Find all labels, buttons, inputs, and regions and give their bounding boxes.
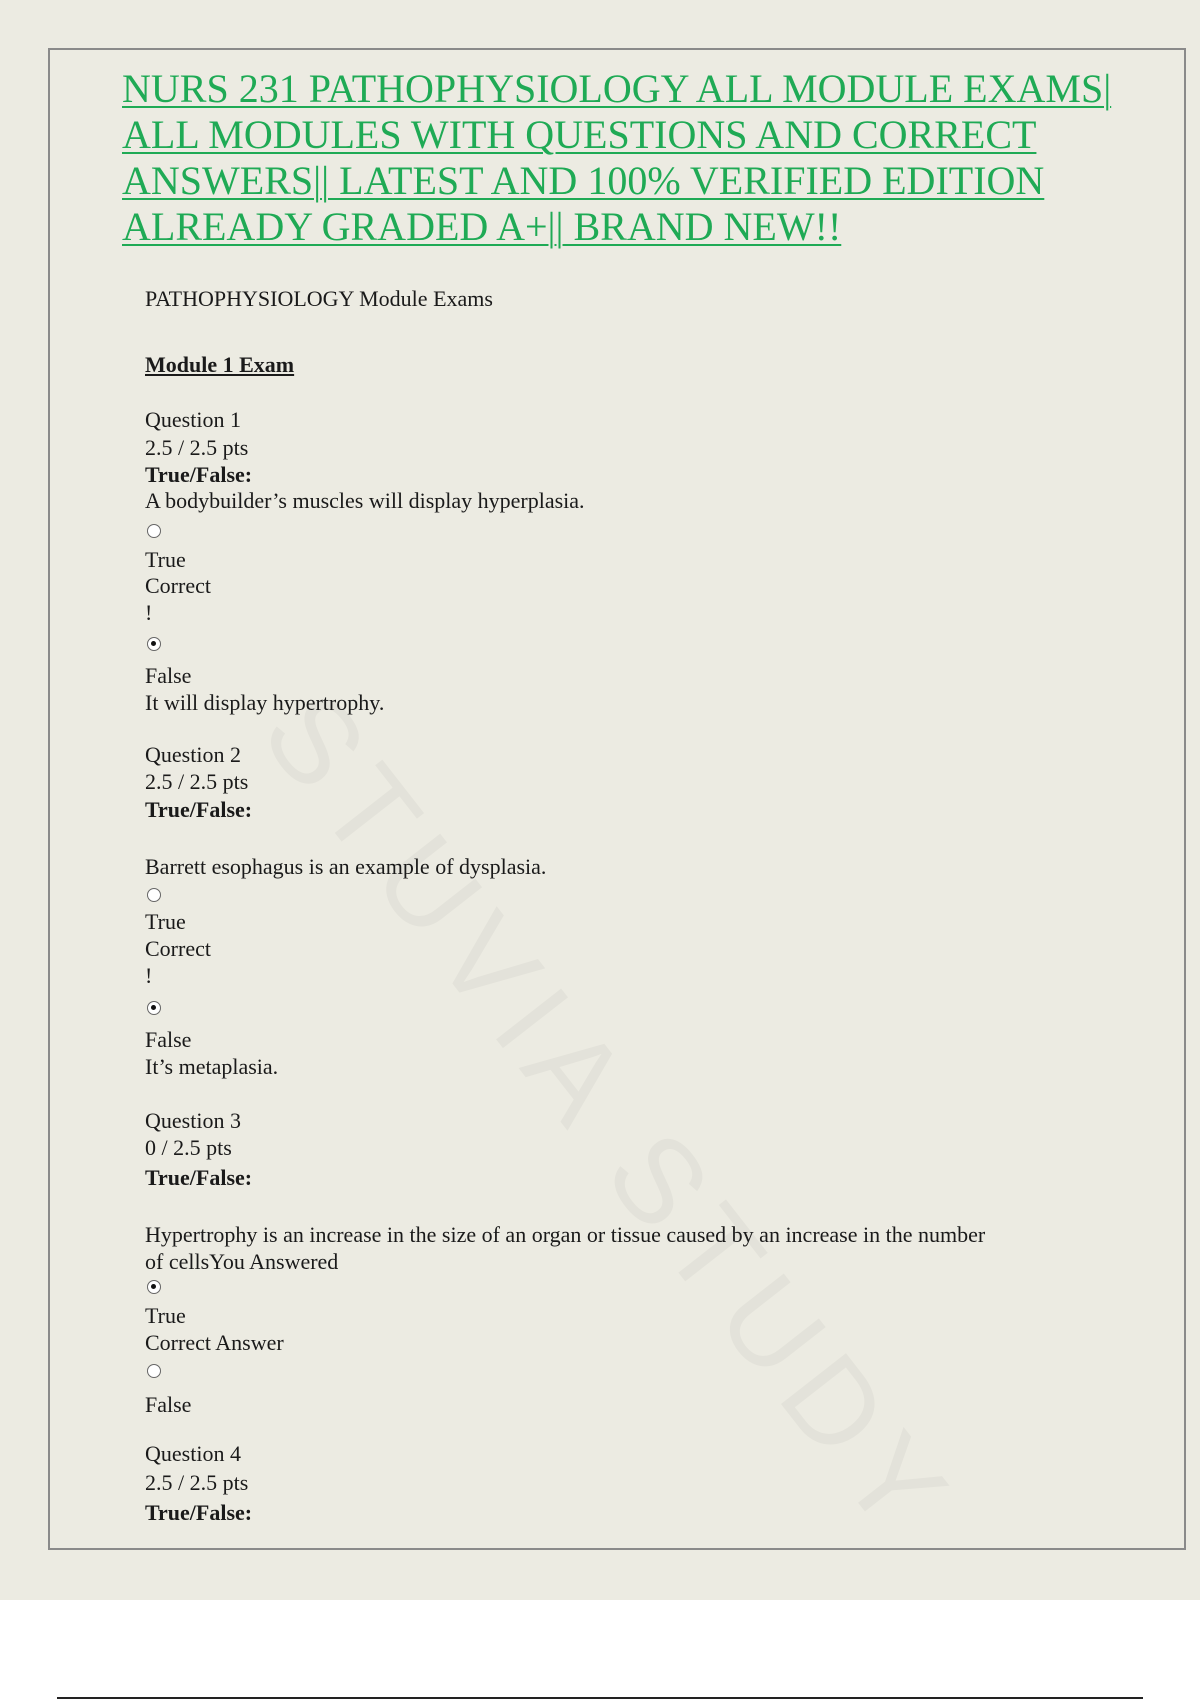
title-line: ANSWERS|| LATEST AND 100% VERIFIED EDITION (122, 158, 1045, 203)
question-type: True/False: (145, 1500, 253, 1525)
question-type: True/False: (145, 462, 253, 487)
radio-true[interactable] (147, 524, 161, 538)
question-text: A bodybuilder’s muscles will display hyperplasia. (145, 488, 585, 513)
answer-feedback: It will display hypertrophy. (145, 690, 385, 715)
title-line: ALREADY GRADED A+|| BRAND NEW!! (122, 204, 842, 249)
question-label: Question 3 (145, 1108, 241, 1133)
radio-true[interactable] (147, 888, 161, 902)
radio-true-selected[interactable] (147, 1280, 161, 1294)
option-false-label: False (145, 1392, 192, 1417)
question-text: Hypertrophy is an increase in the size of an organ or tissue caused by an increase in the number (145, 1222, 986, 1247)
option-true-label: True (145, 547, 186, 572)
correct-label: Correct (145, 936, 211, 961)
radio-false-selected[interactable] (147, 1001, 161, 1015)
correct-answer-label: Correct Answer (145, 1330, 284, 1355)
document-subtitle: PATHOPHYSIOLOGY Module Exams (145, 286, 493, 311)
question-points: 2.5 / 2.5 pts (145, 769, 249, 794)
question-label: Question 4 (145, 1441, 241, 1466)
option-true-label: True (145, 1303, 186, 1328)
question-points: 2.5 / 2.5 pts (145, 1470, 249, 1495)
question-type: True/False: (145, 1165, 253, 1190)
option-false-label: False (145, 1027, 192, 1052)
answer-feedback: It’s metaplasia. (145, 1054, 279, 1079)
question-points: 2.5 / 2.5 pts (145, 435, 249, 460)
radio-false[interactable] (147, 1364, 161, 1378)
document-title (122, 66, 1172, 250)
correct-marker: ! (145, 963, 153, 988)
correct-marker: ! (145, 600, 153, 625)
question-text: of cellsYou Answered (145, 1249, 339, 1274)
correct-label: Correct (145, 573, 211, 598)
question-type: True/False: (145, 797, 253, 822)
title-line: ALL MODULES WITH QUESTIONS AND CORRECT (122, 112, 1037, 157)
question-text: Barrett esophagus is an example of dysplasia. (145, 854, 547, 879)
option-false-label: False (145, 663, 192, 688)
footer-rule (57, 1697, 1143, 1699)
radio-false-selected[interactable] (147, 637, 161, 651)
question-label: Question 2 (145, 742, 241, 767)
question-label: Question 1 (145, 407, 241, 432)
title-line: NURS 231 PATHOPHYSIOLOGY ALL MODULE EXAMS| (122, 66, 1112, 111)
module-heading: Module 1 Exam (145, 352, 295, 377)
question-points: 0 / 2.5 pts (145, 1135, 232, 1160)
option-true-label: True (145, 909, 186, 934)
